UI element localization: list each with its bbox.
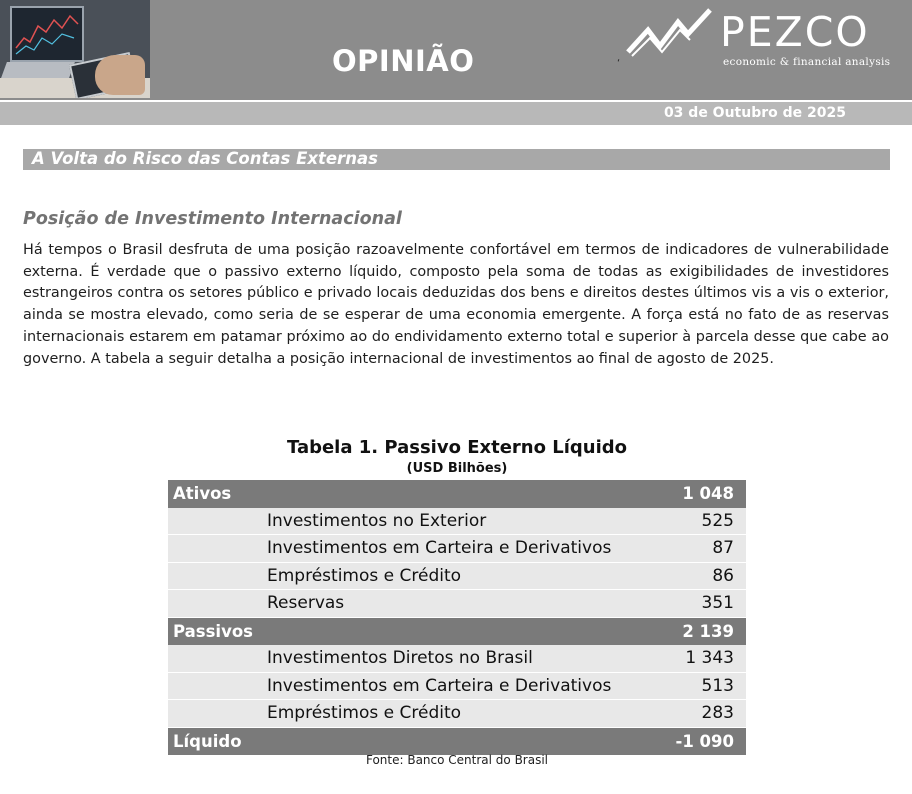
table-title: Tabela 1. Passivo Externo Líquido: [286, 437, 628, 458]
tick-mark: ‘: [617, 58, 621, 69]
section-heading: Posição de Investimento Internacional: [23, 209, 402, 229]
page-title: OPINIÃO: [332, 44, 475, 78]
header-banner: [0, 0, 912, 100]
laptop-screen-image: [10, 6, 84, 62]
table-row: [168, 645, 746, 673]
row-value: 87: [712, 538, 734, 558]
table-row: [168, 673, 746, 701]
row-value: 513: [701, 675, 734, 696]
row-label: Passivos: [173, 621, 253, 641]
article-title-bar: [23, 149, 890, 170]
brand-tagline: economic & financial analysis: [723, 56, 891, 68]
publication-date: 03 de Outubro de 2025: [663, 105, 846, 121]
row-value: 351: [701, 593, 734, 613]
row-label: Ativos: [173, 484, 232, 503]
table-row: [168, 535, 746, 563]
row-label: Investimentos em Carteira e Derivativos: [267, 538, 612, 558]
row-value: 2 139: [682, 621, 734, 641]
chart-thumbnail-icon: [12, 8, 82, 60]
table-row-liquido: [168, 728, 746, 756]
row-label: Empréstimos e Crédito: [267, 565, 462, 586]
table-row: [168, 590, 746, 618]
table-row: [168, 508, 746, 536]
row-value: 1 343: [685, 648, 734, 668]
table-unit: (USD Bilhões): [406, 461, 508, 476]
pezco-logo-icon: [626, 8, 714, 58]
hand-image: [95, 55, 145, 95]
liability-table: [168, 480, 746, 755]
row-value: 283: [701, 703, 734, 723]
row-label: Líquido: [173, 731, 242, 751]
brand-name: PEZCO: [720, 8, 870, 56]
table-row-ativos: [168, 480, 746, 508]
row-label: Empréstimos e Crédito: [267, 703, 462, 723]
row-label: Investimentos Diretos no Brasil: [267, 648, 533, 668]
row-value: -1 090: [675, 731, 734, 751]
row-value: 525: [701, 510, 734, 531]
article-title: A Volta do Risco das Contas Externas: [32, 149, 378, 168]
table-row: [168, 563, 746, 591]
row-label: Investimentos no Exterior: [267, 510, 487, 531]
body-paragraph: Há tempos o Brasil desfruta de uma posição razoavelmente confortável em termos de indicadores de vulnerabilidade externa. É verdade que o passivo externo líquido, composto pela soma de todas as exigibilidades de investidores estrangeiros contra os setores público e privado locais deduzidas dos bens e direitos destes últimos vis a vis o exterior, ainda se mostra elevado, como seria de se esperar de uma economia emergente. A força está no fato de as reservas internacionais estarem em patamar próximo ao do endividamento externo total e superior à parcela desse que cabe ao governo. A tabela a seguir detalha a posição internacional de investimentos ao final de agosto de 2025.: [23, 242, 889, 367]
row-label: Investimentos em Carteira e Derivativos: [267, 675, 612, 696]
keyboard-image: [1, 62, 75, 78]
row-value: 86: [712, 565, 734, 586]
header-photo: [0, 0, 150, 98]
table-row-passivos: [168, 618, 746, 646]
row-value: 1 048: [682, 484, 734, 503]
row-label: Reservas: [267, 593, 345, 613]
table-row: [168, 700, 746, 728]
table-source: Fonte: Banco Central do Brasil: [365, 753, 549, 767]
date-bar: [0, 102, 912, 125]
